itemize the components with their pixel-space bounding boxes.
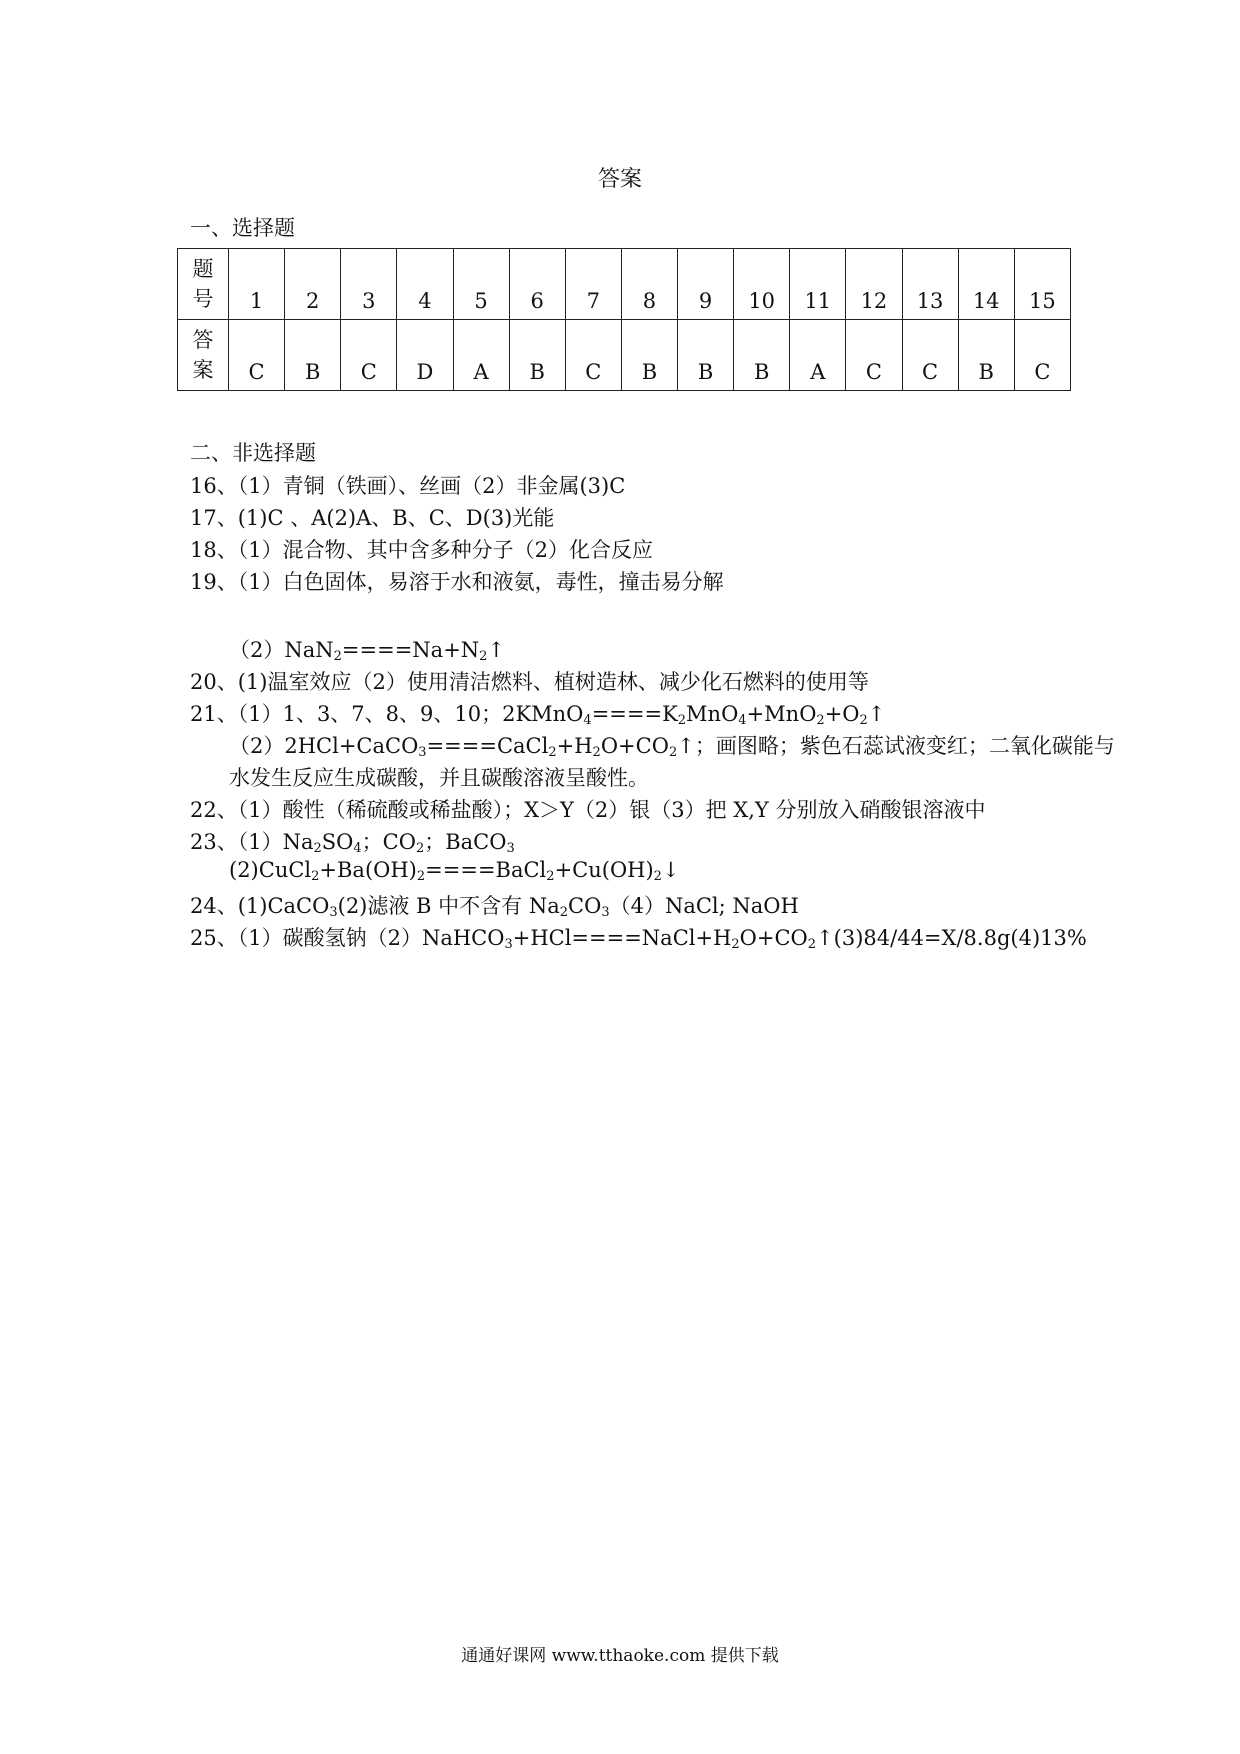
section-1-heading: 一、选择题 [190,216,295,240]
answer-cell: C [1014,320,1070,391]
question-number: 1 [229,249,285,320]
table-row-answers [178,320,1071,391]
answer-18: 18、（1）混合物、其中含多种分子（2）化合反应 [190,538,653,562]
answer-cell: B [958,320,1014,391]
question-number: 15 [1014,249,1070,320]
answer-cell: C [846,320,902,391]
answer-24: 24、(1)CaCO$_3$(2)滤液 B 中不含有 $Na_2CO_3(4)NaCl$; NaOH [190,894,799,920]
question-number: 8 [621,249,677,320]
question-number: 14 [958,249,1014,320]
answer-16: 16、（1）青铜（铁画）、丝画（2）非金属(3)C [190,474,626,498]
answer-23-part1: 23、$(1)Na_2SO_4$；$CO_2$；BaCO$_3$ [190,830,515,856]
answer-21-part1: 21、（1）1、3、7、8、9、10；$2KMnO_4====K_2MnO_4+MnO_2+O_2↑$ [190,702,886,728]
question-number: 7 [565,249,621,320]
row-header-answer: 答 案 [178,320,229,391]
answer-17: 17、(1)C 、A(2)A、B、C、D(3)光能 [190,506,555,530]
question-number: 3 [341,249,397,320]
question-number: 10 [734,249,790,320]
answer-cell: B [509,320,565,391]
question-number: 6 [509,249,565,320]
question-number: 13 [902,249,958,320]
answer-19-part2: $(2)NaN_2====Na+N_2↑$ [229,638,506,664]
footer-credit: 通通好课网 www.tthaoke.com 提供下载 [461,1646,779,1666]
question-number: 2 [285,249,341,320]
question-number: 4 [397,249,453,320]
answer-cell: B [734,320,790,391]
answer-cell: A [453,320,509,391]
row-header-number: 题 号 [178,249,229,320]
answer-table [177,248,1071,391]
answer-22: 22、（1）酸性（稀硫酸或稀盐酸）；X＞Y（2）银（3）把 X,Y 分别放入硝酸银溶液中 [190,798,986,822]
question-number: 11 [790,249,846,320]
answer-21-part2: $(2)2HCl+CaCO_3====CaCl_2+H_2O+CO_2↑$；画图略；紫色石蕊试液变红；二氧化碳能与 [229,734,1115,760]
answer-cell: A [790,320,846,391]
answer-cell: B [621,320,677,391]
answer-cell: D [397,320,453,391]
answer-25: 25、（1）碳酸氢钠$(2)NaHCO_3+HCl====NaCl+H_2O+CO_2↑(3)84/44=X/8.8g(4)13\%$ [190,926,1087,952]
answer-23-part2: $(2)CuCl_2+Ba(OH)_2====BaCl_2+Cu(OH)_2↓$ [229,858,680,884]
page-title: 答案 [597,167,642,192]
section-2-heading: 二、非选择题 [190,441,316,465]
answer-cell: C [565,320,621,391]
question-number: 12 [846,249,902,320]
table-row-numbers [178,249,1071,320]
answer-20: 20、(1)温室效应（2）使用清洁燃料、植树造林、减少化石燃料的使用等 [190,670,869,694]
answer-21-part3: 水发生反应生成碳酸，并且碳酸溶液呈酸性。 [229,766,649,790]
answer-19-part1: 19、（1）白色固体，易溶于水和液氨，毒性，撞击易分解 [190,570,724,594]
question-number: 9 [678,249,734,320]
answer-cell: C [229,320,285,391]
answer-cell: B [678,320,734,391]
answer-cell: C [902,320,958,391]
question-number: 5 [453,249,509,320]
answer-cell: B [285,320,341,391]
answer-cell: C [341,320,397,391]
